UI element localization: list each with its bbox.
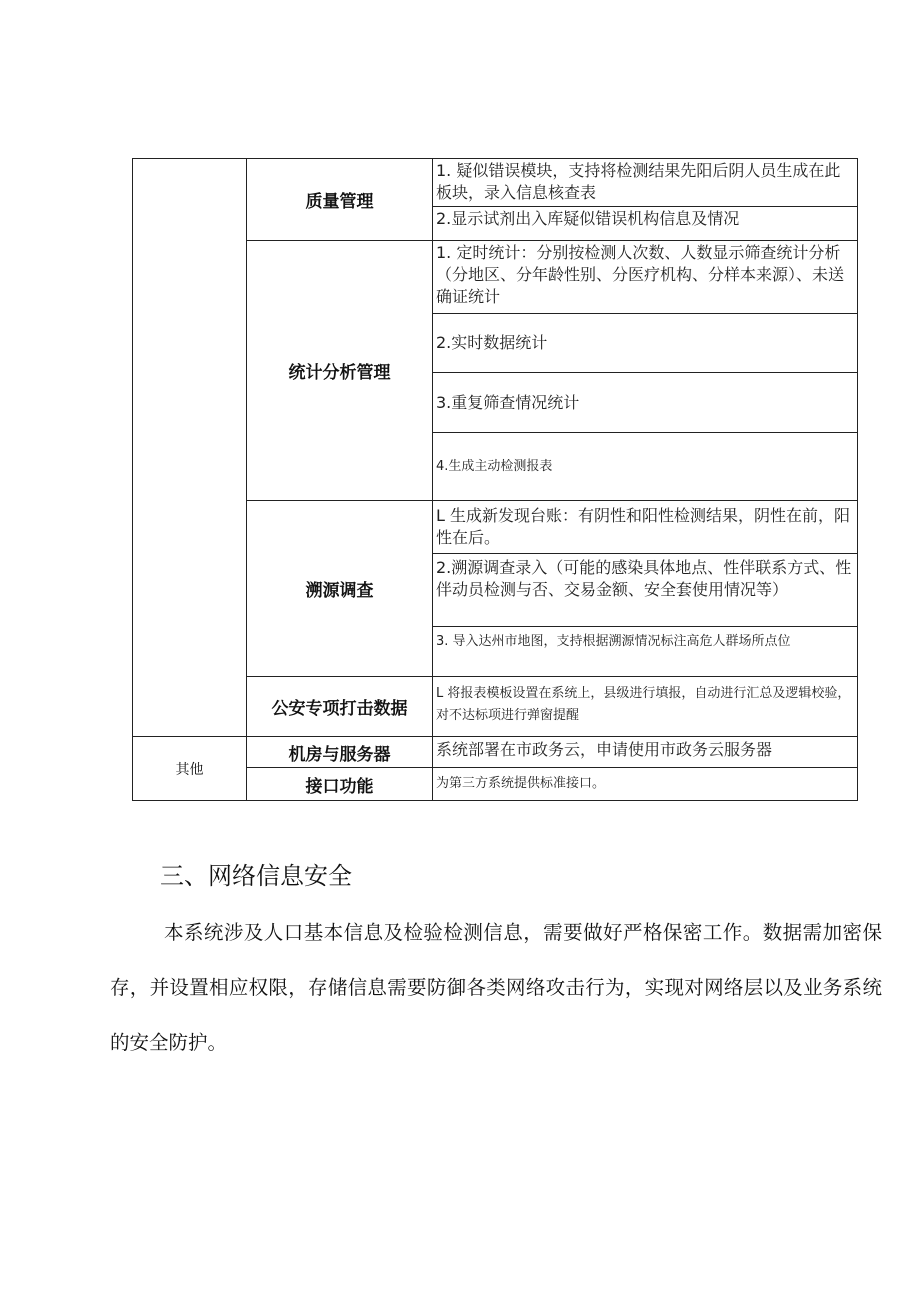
item-tracing-2: 2.溯源调查录入（可能的感染具体地点、性伴联系方式、性伴动员检测与否、交易金额、安全套使用情况等）	[436, 558, 852, 599]
module-quality-management: 质量管理	[305, 192, 374, 212]
table-rule	[432, 553, 858, 554]
module-statistics-analysis: 统计分析管理	[288, 363, 391, 383]
item-statistics-2: 2.实时数据统计	[436, 333, 548, 352]
module-police-data: 公安专项打击数据	[271, 699, 408, 719]
item-quality-2: 2.显示试剂出入库疑似错误机构信息及情况	[436, 209, 740, 228]
module-source-tracing: 溯源调查	[305, 581, 374, 601]
item-tracing-1: L 生成新发现台账：有阴性和阳性检测结果，阴性在前，阳性在后。	[436, 506, 851, 547]
item-interface: 为第三方系统提供标准接口。	[436, 776, 606, 791]
item-statistics-1: 1. 定时统计：分别按检测人次数、人数显示筛查统计分析（分地区、分年龄性别、分医疗机构、分样本来源）、未送确证统计	[436, 243, 845, 306]
table-border-top	[132, 158, 858, 159]
section-paragraph: 本系统涉及人口基本信息及检验检测信息，需要做好严格保密工作。数据需加密保存，并设置相应权限，存储信息需要防御各类网络攻击行为，实现对网络层以及业务系统的安全防护。	[110, 921, 882, 1054]
section-heading: 三、网络信息安全	[160, 862, 352, 890]
table-border-left	[132, 158, 133, 801]
item-statistics-4: 4.生成主动检测报表	[436, 459, 553, 474]
item-quality-1: 1. 疑似错误模块，支持将检测结果先阳后阴人员生成在此板块，录入信息核查表	[436, 161, 841, 202]
table-rule	[432, 206, 858, 207]
table-border-right	[857, 158, 858, 801]
item-police-1: L 将报表模板设置在系统上，县级进行填报，自动进行汇总及逻辑校验，对不达标项进行弹窗提醒	[436, 686, 851, 723]
module-server-room: 机房与服务器	[288, 744, 391, 765]
item-server-room: 系统部署在市政务云，申请使用市政务云服务器	[436, 740, 773, 759]
table-border-bottom	[132, 800, 858, 801]
category-other: 其他	[175, 761, 204, 778]
table-rule	[432, 432, 858, 433]
table-rule	[432, 313, 858, 314]
item-tracing-3: 3. 导入达州市地图，支持根据溯源情况标注高危人群场所点位	[436, 634, 791, 649]
item-statistics-3: 3.重复筛查情况统计	[436, 393, 580, 412]
table-rule	[432, 626, 858, 627]
table-rule	[432, 372, 858, 373]
module-interface: 接口功能	[305, 776, 374, 797]
